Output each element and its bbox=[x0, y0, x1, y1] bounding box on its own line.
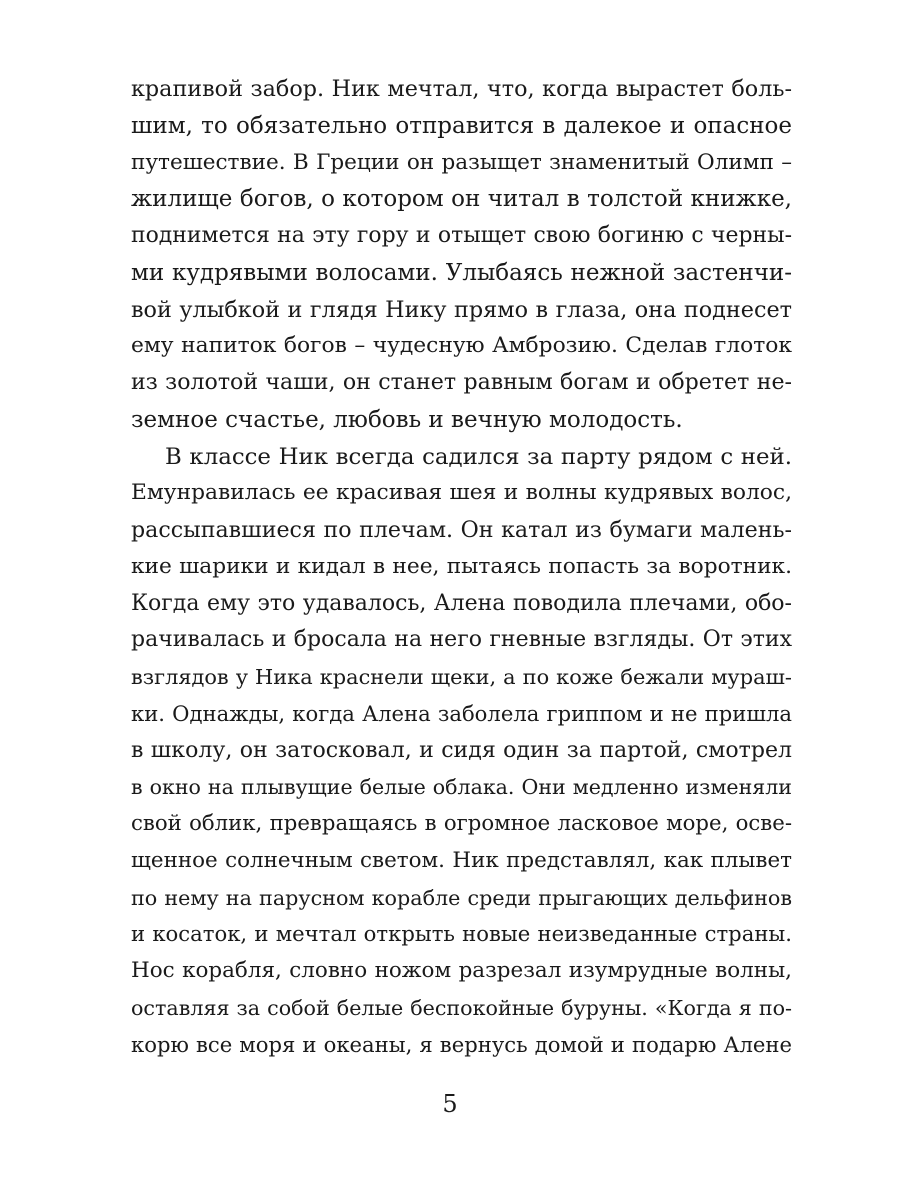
text-line: в окно на плывущие белые облака. Они медленно изменяли bbox=[131, 775, 792, 800]
text-line: поднимется на эту гору и отыщет свою богиню с черны- bbox=[131, 223, 792, 248]
text-line: корю все моря и океаны, я вернусь домой и подарю Алене bbox=[131, 1031, 792, 1057]
text-line: крапивой забор. Ник мечтал, что, когда вырастет боль- bbox=[131, 76, 792, 102]
text-line: Емунравилась ее красивая шея и волны кудрявых волос, bbox=[131, 480, 792, 506]
text-line: рассыпавшиеся по плечам. Он катал из бумаги малень- bbox=[131, 517, 792, 543]
text-line: взглядов у Ника краснели щеки, а по коже бежали мураш- bbox=[131, 665, 792, 689]
text-line: Нос корабля, словно ножом разрезал изумрудные волны, bbox=[131, 958, 792, 983]
text-line: свой облик, превращаясь в огромное ласковое море, осве- bbox=[131, 811, 792, 836]
body-text bbox=[131, 71, 792, 1063]
text-line: шим, то обязательно отправится в далекое и опасное bbox=[131, 112, 792, 139]
text-line: в школу, он затосковал, и сидя один за партой, смотрел bbox=[131, 737, 792, 763]
text-line: вой улыбкой и глядя Нику прямо в глаза, она поднесет bbox=[131, 296, 792, 323]
text-line: и косаток, и мечтал открыть новые неизведанные страны. bbox=[131, 921, 792, 947]
text-line: кие шарики и кидал в нее, пытаясь попасть за воротник. bbox=[131, 553, 792, 579]
text-line: ему напиток богов – чудесную Амброзию. Сделав глоток bbox=[131, 333, 792, 359]
text-line: ми кудрявыми волосами. Улыбаясь нежной застенчи- bbox=[131, 259, 792, 286]
text-line: по нему на парусном корабле среди прыгающих дельфинов bbox=[131, 885, 792, 910]
page-number: 5 bbox=[442, 1090, 458, 1118]
text-line: из золотой чаши, он станет равным богам и обретет не- bbox=[131, 370, 792, 395]
paragraph-end-line: земное счастье, любовь и вечную молодость. bbox=[131, 406, 683, 433]
text-line: жилище богов, о котором он читал в толстой книжке, bbox=[131, 186, 792, 213]
text-line: рачивалась и бросала на него гневные взгляды. От этих bbox=[131, 627, 792, 653]
text-line: путешествие. В Греции он разыщет знаменитый Олимп – bbox=[131, 149, 792, 175]
text-line: щенное солнечным светом. Ник представлял, как плывет bbox=[131, 847, 792, 873]
text-line: Когда ему это удавалось, Алена поводила плечами, обо- bbox=[131, 590, 792, 616]
paragraph-start-line: В классе Ник всегда садился за парту рядом с ней. bbox=[165, 443, 792, 470]
text-line: ки. Однажды, когда Алена заболела гриппом и не пришла bbox=[131, 700, 792, 726]
text-line: оставляя за собой белые беспокойные буруны. «Когда я по- bbox=[131, 995, 792, 1020]
